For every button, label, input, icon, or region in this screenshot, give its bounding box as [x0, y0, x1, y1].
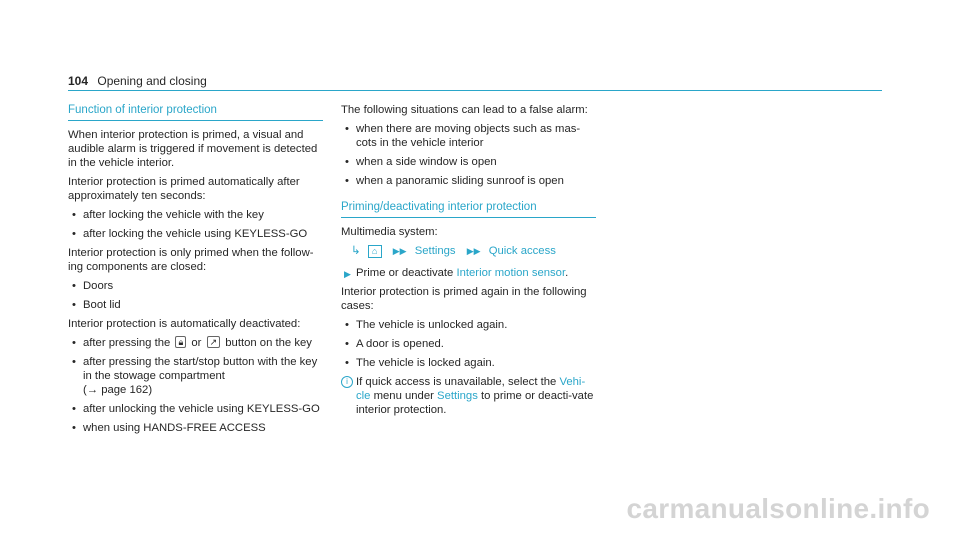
menu-quick-access: Quick access [488, 245, 556, 257]
middle-column [341, 103, 596, 417]
note-text: If quick access is unavailable, select the [356, 376, 557, 388]
chevron-right-icon: ▶▶ [466, 246, 481, 256]
path-arrow-icon: ↳ [351, 245, 361, 257]
paragraph: The following situations can lead to a false alarm: [341, 104, 588, 116]
list-text: button on the key [225, 337, 312, 349]
boot-lid-icon: ↗ [207, 336, 221, 348]
action-text: Prime or deactivate [356, 267, 454, 279]
home-icon: ⌂ [368, 245, 382, 258]
action-text: . [565, 267, 569, 279]
paragraph: Interior protection is primed again in the following cases: [341, 286, 587, 312]
section-heading-interior-protection: Function of interior protection [68, 103, 323, 121]
paragraph: Interior protection is automatically deactivated: [68, 318, 301, 330]
list-item: • Boot lid [68, 298, 323, 312]
multimedia-label: Multimedia system: [341, 226, 438, 238]
paragraph: When interior protection is primed, a visual and audible alarm is triggered if movement is detected in the vehicle interior. [68, 129, 318, 169]
list-item: • after locking the vehicle with the key [68, 208, 323, 222]
list-text: after pressing the start/stop button with the key in the stowage compartment [83, 356, 318, 382]
list-item: • Doors [68, 279, 323, 293]
section-heading-priming: Priming/deactivating interior protection [341, 200, 596, 218]
menu-item-vehicle: Vehi-cle [356, 376, 586, 402]
page-number: 104 [68, 74, 89, 88]
menu-path [351, 244, 596, 258]
list-text: or [191, 337, 202, 349]
list-item [68, 355, 323, 397]
page-header [68, 74, 207, 88]
info-note [341, 375, 596, 417]
paragraph: Interior protection is primed automatically after approximately ten seconds: [68, 176, 300, 202]
chevron-right-icon: ▶▶ [392, 246, 407, 256]
note-text: menu under [373, 390, 434, 402]
list-text: after pressing the [83, 337, 171, 349]
list-item [68, 336, 323, 350]
menu-item-interior-motion-sensor: Interior motion sensor [456, 267, 566, 279]
list-item: • when a side window is open [341, 155, 596, 169]
header-rule [68, 90, 882, 91]
list-item: • The vehicle is locked again. [341, 356, 596, 370]
menu-item-settings: Settings [437, 390, 478, 402]
bullet-list [341, 318, 596, 370]
bullet-list [68, 336, 323, 435]
list-item: • when there are moving objects such as mas-cots in the vehicle interior [341, 122, 596, 150]
list-item: • when using HANDS-FREE ACCESS [68, 421, 323, 435]
bullet-list [341, 122, 596, 188]
action-step [341, 266, 596, 280]
bullet-list [68, 208, 323, 241]
menu-settings: Settings [414, 245, 456, 257]
section-title: Opening and closing [97, 74, 207, 88]
note-text: to prime or deacti-vate interior protection. [356, 390, 594, 416]
list-item: • when a panoramic sliding sunroof is open [341, 174, 596, 188]
lock-icon: 🔒︎ [175, 336, 186, 348]
paragraph: Interior protection is only primed when the follow-ing components are closed: [68, 247, 314, 273]
list-item: • after unlocking the vehicle using KEYLESS-GO [68, 402, 323, 416]
info-icon: i [341, 376, 353, 388]
bullet-list [68, 279, 323, 312]
list-item: • The vehicle is unlocked again. [341, 318, 596, 332]
watermark: carmanualsonline.info [626, 493, 930, 524]
page-reference: (→ page 162) [83, 384, 153, 396]
list-item: • A door is opened. [341, 337, 596, 351]
list-item: • after locking the vehicle using KEYLESS-GO [68, 227, 323, 241]
action-triangle-icon: ▶ [344, 269, 351, 279]
left-column [68, 103, 323, 440]
